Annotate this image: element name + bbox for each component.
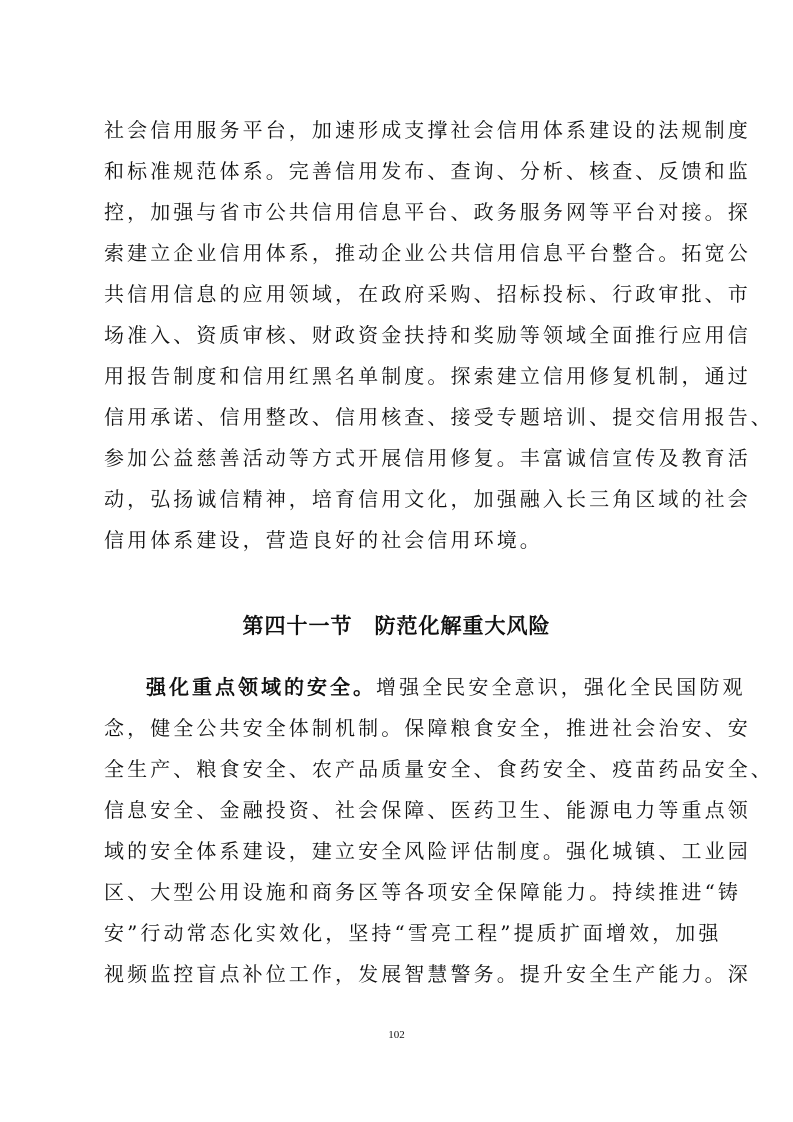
text-line: 共信用信息的应用领域，在政府采购、招标投标、行政审批、市 <box>104 282 751 306</box>
text-line: 控，加强与省市公共信用信息平台、政务服务网等平台对接。探 <box>104 200 751 224</box>
text-line: 信用体系建设，营造良好的社会信用环境。 <box>104 528 543 552</box>
section-heading: 第四十一节 防范化解重大风险 <box>242 614 551 638</box>
text-line: 域的安全体系建设，建立安全风险评估制度。强化城镇、工业园 <box>104 839 751 863</box>
text-line: 社会信用服务平台，加速形成支撑社会信用体系建设的法规制度 <box>104 118 751 142</box>
text-line: 场准入、资质审核、财政资金扶持和奖励等领域全面推行应用信 <box>104 323 751 347</box>
text-line: 视频监控盲点补位工作，发展智慧警务。提升安全生产能力。深 <box>104 962 751 986</box>
text-line: 用报告制度和信用红黑名单制度。探索建立信用修复机制，通过 <box>104 364 751 388</box>
text-line: 参加公益慈善活动等方式开展信用修复。丰富诚信宣传及教育活 <box>104 446 751 470</box>
text-line: 和标准规范体系。完善信用发布、查询、分析、核查、反馈和监 <box>104 159 751 183</box>
text-line-first <box>146 668 746 706</box>
page-number: 102 <box>388 1029 405 1041</box>
text-line: 信用承诺、信用整改、信用核查、接受专题培训、提交信用报告、 <box>104 405 774 429</box>
text-line: 念，健全公共安全体制机制。保障粮食安全，推进社会治安、安 <box>104 716 751 740</box>
text-line: 安”行动常态化实效化，坚持“雪亮工程”提质扩面增效，加强 <box>104 921 722 945</box>
text-line: 动，弘扬诚信精神，培育信用文化，加强融入长三角区域的社会 <box>104 487 751 511</box>
paragraph-lead: 强化重点领域的安全。 <box>146 675 376 699</box>
text-line: 全生产、粮食安全、农产品质量安全、食药安全、疫苗药品安全、 <box>104 757 774 781</box>
text-line: 区、大型公用设施和商务区等各项安全保障能力。持续推进“铸 <box>104 880 742 904</box>
paragraph-first-line-text: 增强全民安全意识，强化全民国防观 <box>376 675 746 699</box>
text-line: 信息安全、金融投资、社会保障、医药卫生、能源电力等重点领 <box>104 798 751 822</box>
text-line: 索建立企业信用体系，推动企业公共信用信息平台整合。拓宽公 <box>104 241 751 265</box>
